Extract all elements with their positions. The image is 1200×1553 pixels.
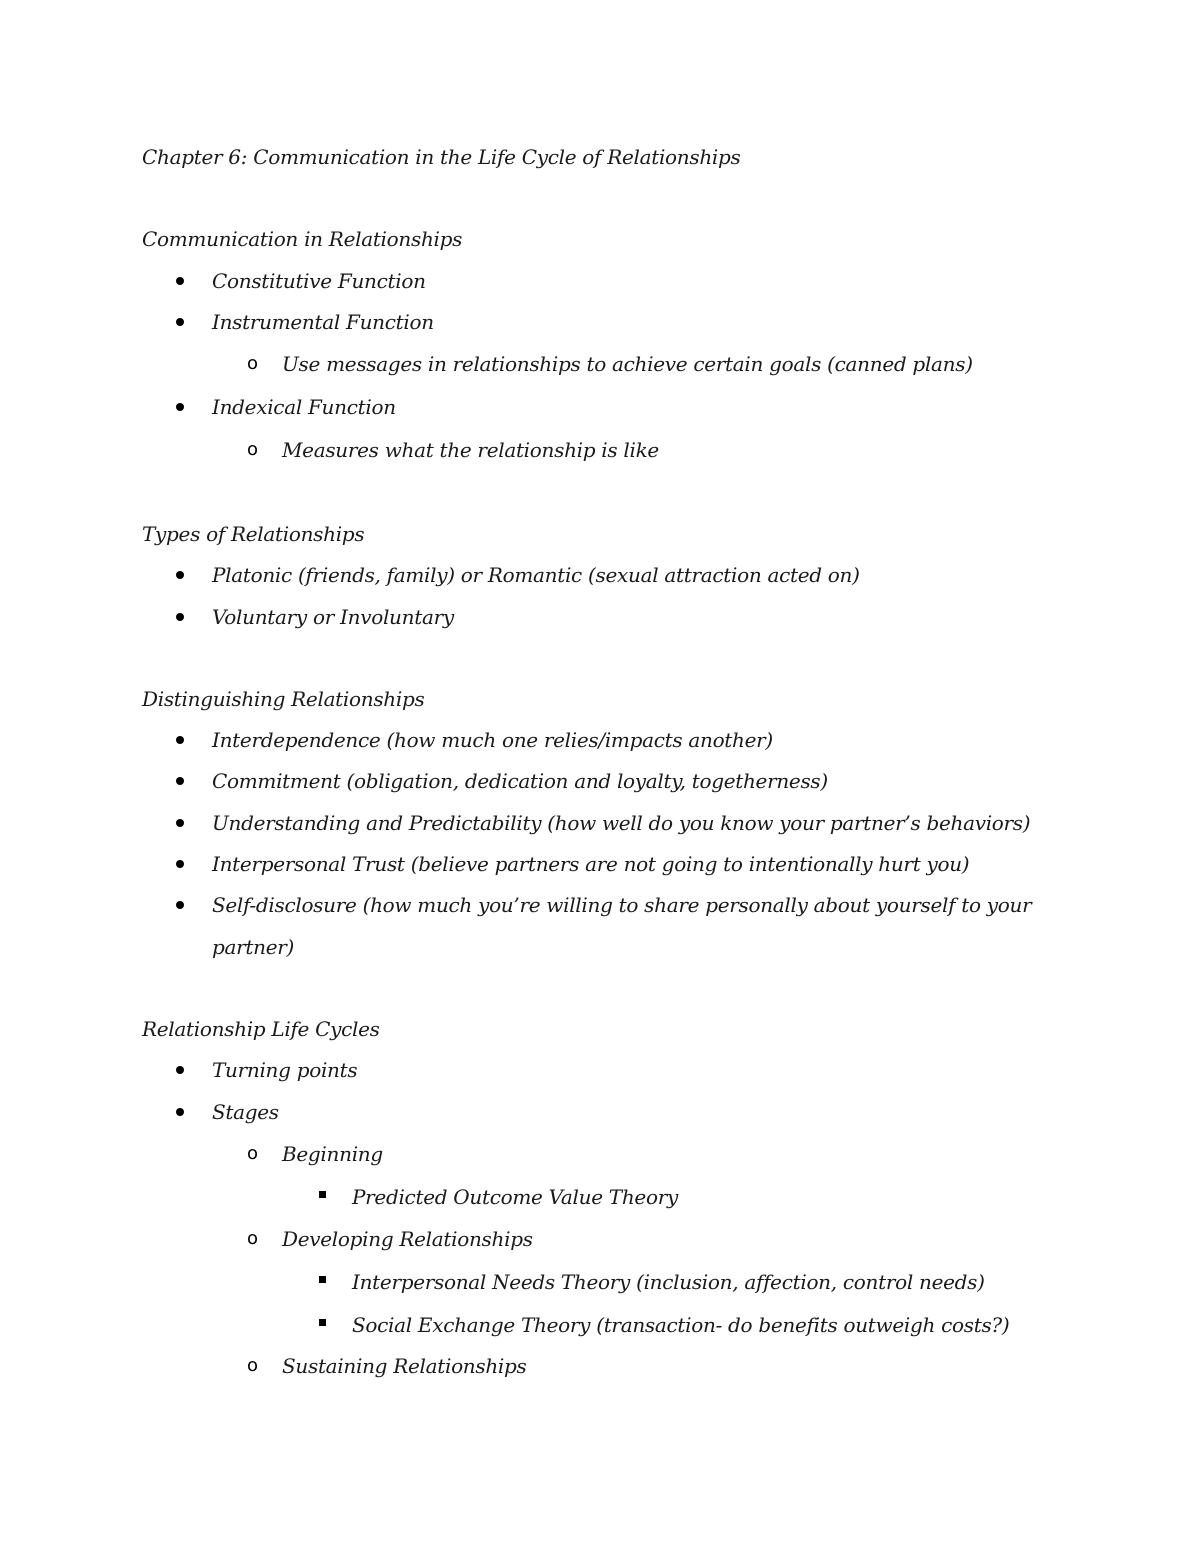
bullet-square-icon [319, 1319, 326, 1326]
list-item: Instrumental Function [212, 310, 434, 334]
bullet-dot-icon [176, 777, 184, 785]
bullet-dot-icon [176, 403, 184, 411]
bullet-circle-icon: o [247, 353, 259, 374]
list-item: Interpersonal Needs Theory (inclusion, affection, control needs) [352, 1270, 985, 1294]
section-heading-life-cycles: Relationship Life Cycles [142, 1017, 380, 1041]
list-item: Sustaining Relationships [282, 1354, 527, 1378]
bullet-circle-icon: o [247, 1143, 259, 1164]
list-item: Understanding and Predictability (how well do you know your partner’s behaviors) [212, 811, 1031, 835]
list-item: Turning points [212, 1058, 358, 1082]
bullet-dot-icon [176, 1108, 184, 1116]
list-item: Self-disclosure (how much you’re willing to share personally about yourself to your [212, 893, 1032, 917]
bullet-square-icon [319, 1191, 326, 1198]
list-item: Predicted Outcome Value Theory [352, 1185, 678, 1209]
list-item-continuation: partner) [212, 935, 295, 959]
document-title: Chapter 6: Communication in the Life Cycle of Relationships [142, 145, 741, 169]
list-item: Developing Relationships [282, 1227, 533, 1251]
bullet-dot-icon [176, 1066, 184, 1074]
list-item: Use messages in relationships to achieve certain goals (canned plans) [282, 352, 973, 376]
list-item: Interdependence (how much one relies/impacts another) [212, 728, 773, 752]
bullet-dot-icon [176, 318, 184, 326]
list-item: Measures what the relationship is like [282, 438, 659, 462]
bullet-dot-icon [176, 613, 184, 621]
bullet-circle-icon: o [247, 1228, 259, 1249]
list-item: Stages [212, 1100, 279, 1124]
bullet-dot-icon [176, 860, 184, 868]
bullet-dot-icon [176, 819, 184, 827]
bullet-dot-icon [176, 277, 184, 285]
list-item: Voluntary or Involuntary [212, 605, 454, 629]
bullet-circle-icon: o [247, 439, 259, 460]
section-heading-communication: Communication in Relationships [142, 227, 463, 251]
list-item: Commitment (obligation, dedication and loyalty, togetherness) [212, 769, 828, 793]
bullet-dot-icon [176, 571, 184, 579]
bullet-square-icon [319, 1276, 326, 1283]
bullet-dot-icon [176, 736, 184, 744]
section-heading-types: Types of Relationships [142, 522, 365, 546]
list-item: Platonic (friends, family) or Romantic (sexual attraction acted on) [212, 563, 860, 587]
list-item: Indexical Function [212, 395, 396, 419]
list-item: Constitutive Function [212, 269, 426, 293]
list-item: Social Exchange Theory (transaction- do benefits outweigh costs?) [352, 1313, 1010, 1337]
bullet-dot-icon [176, 901, 184, 909]
bullet-circle-icon: o [247, 1355, 259, 1376]
section-heading-distinguishing: Distinguishing Relationships [142, 687, 425, 711]
list-item: Interpersonal Trust (believe partners are not going to intentionally hurt you) [212, 852, 970, 876]
list-item: Beginning [282, 1142, 383, 1166]
